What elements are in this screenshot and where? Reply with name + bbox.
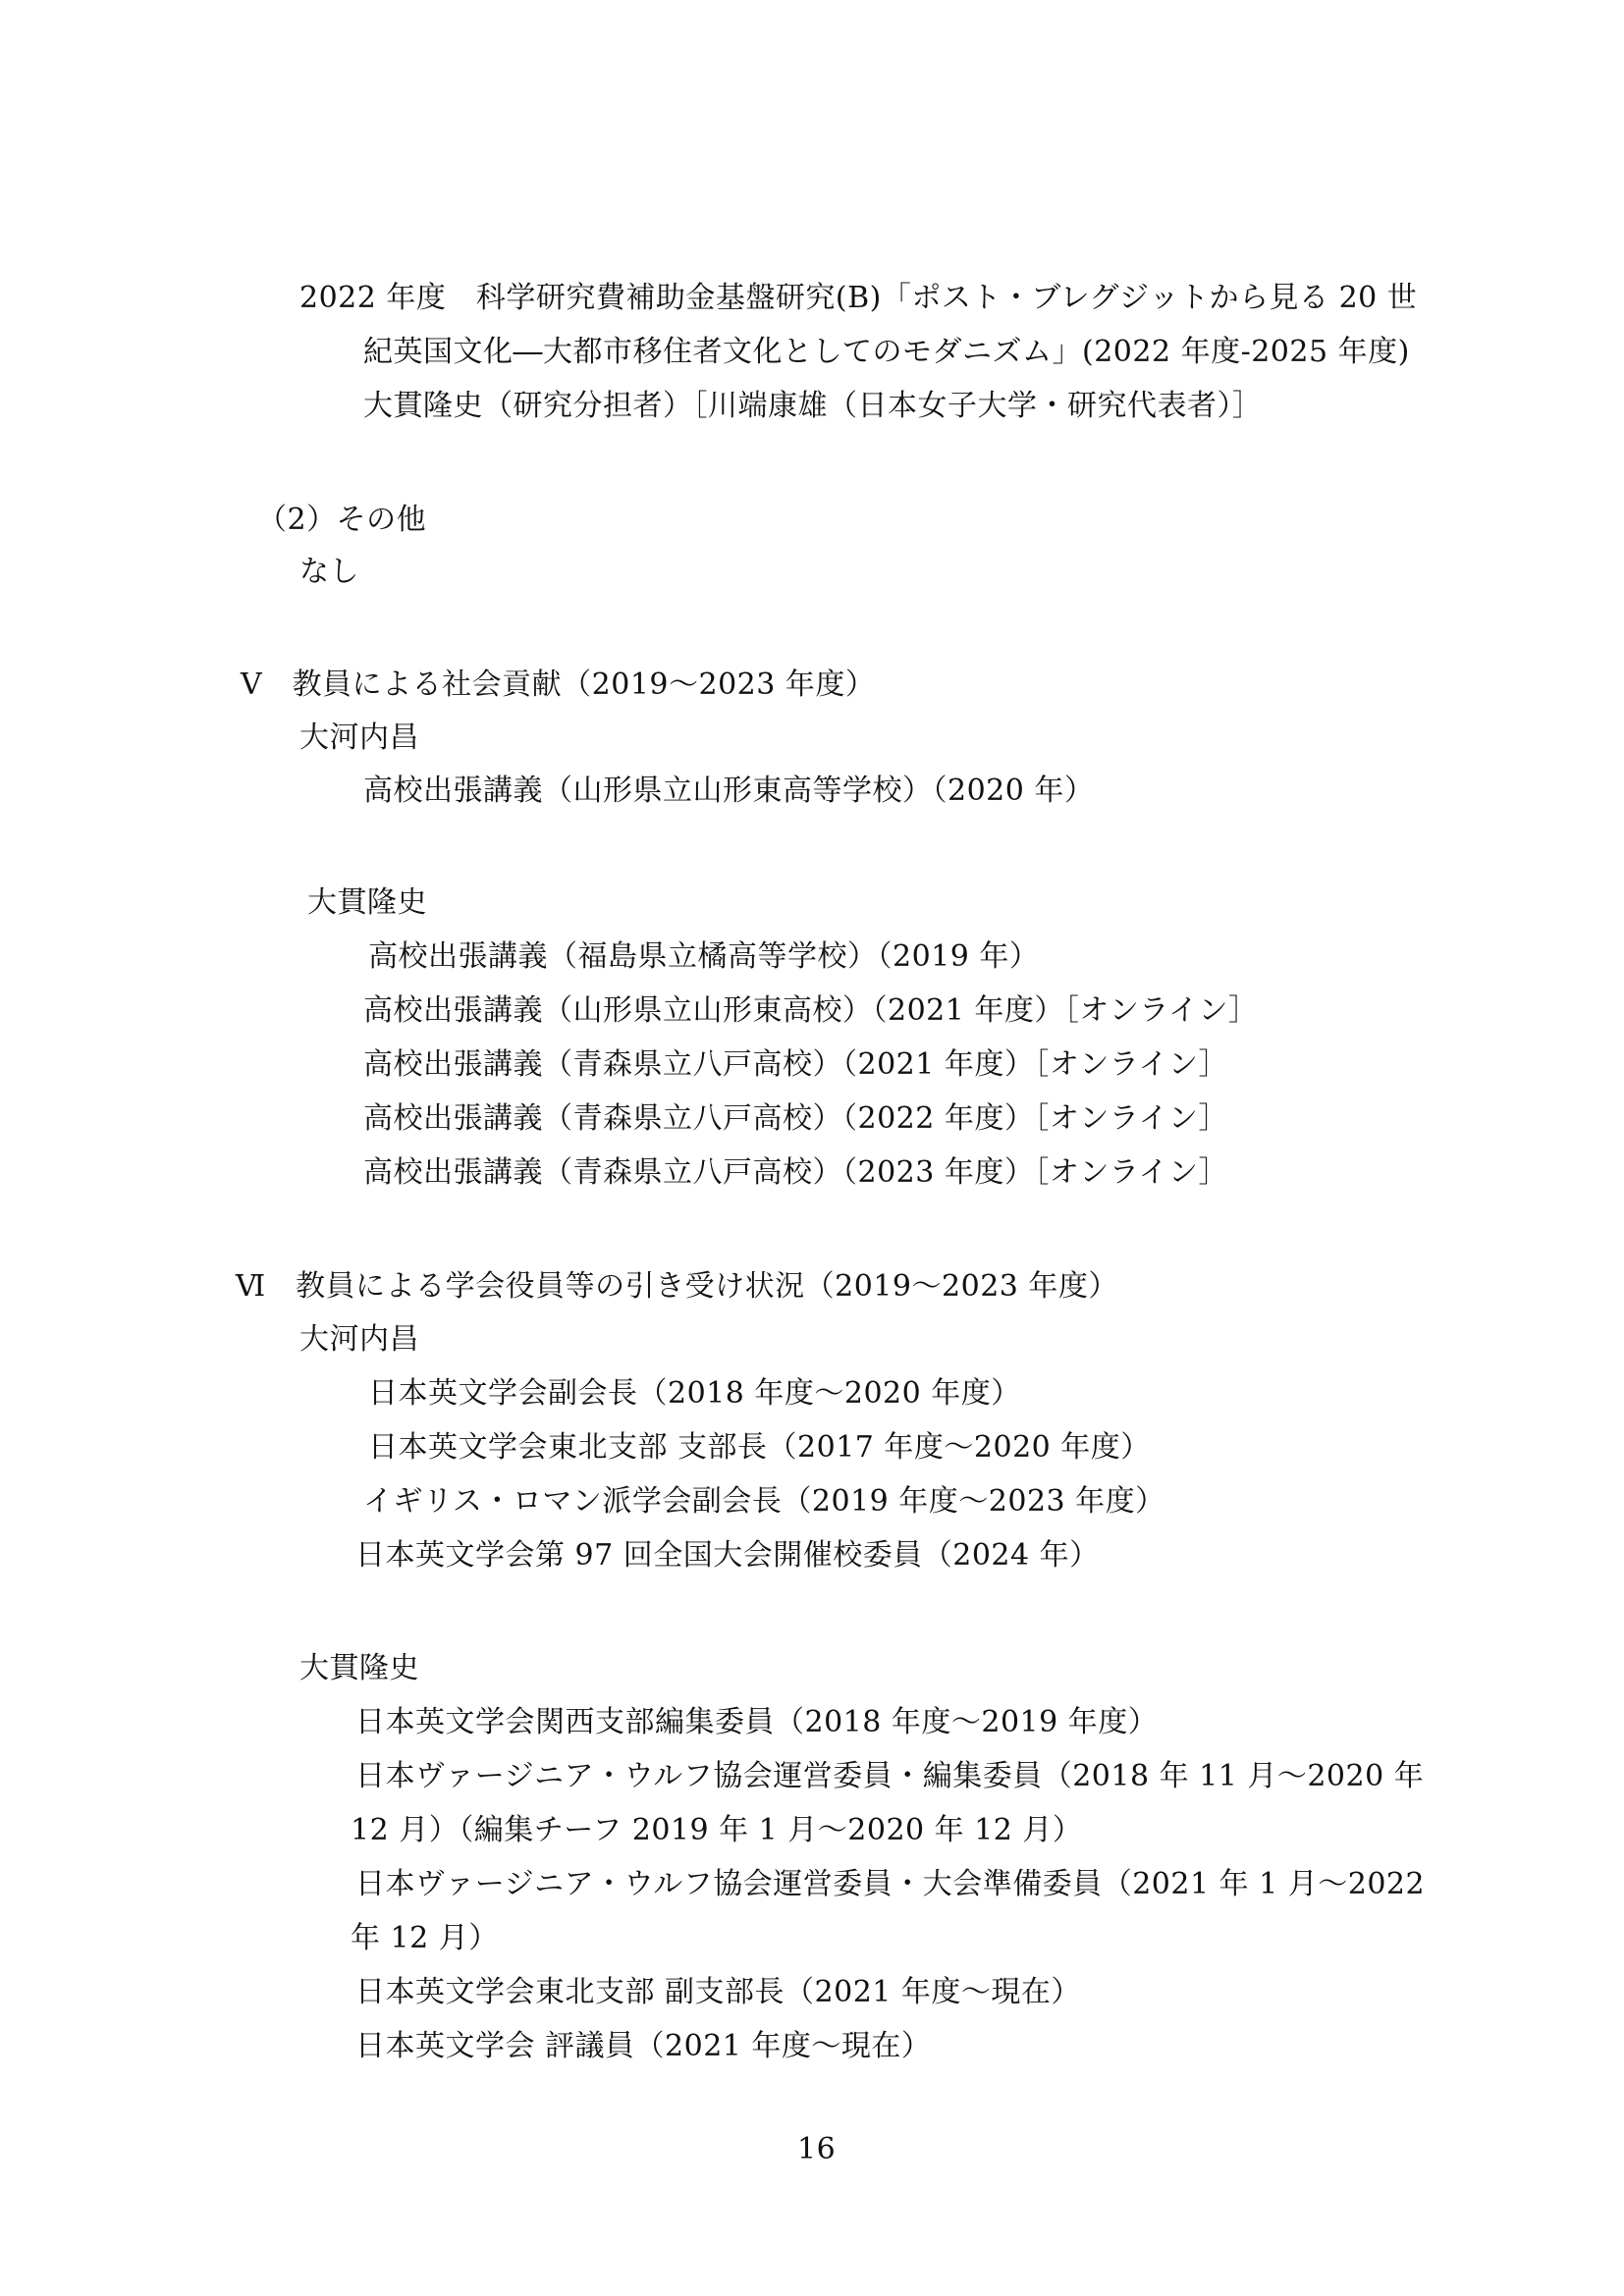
section6-p2-line: 12 月）（編集チーフ 2019 年 1 月～2020 年 12 月）: [351, 1813, 1083, 1847]
other-heading: （2）その他: [257, 503, 427, 537]
section5-p2-item: 高校出張講義（福島県立橘高等学校）（2019 年）: [368, 939, 1040, 974]
page-number: 16: [797, 2132, 837, 2166]
section6-p1-item: 日本英文学会第 97 回全国大会開催校委員（2024 年）: [355, 1538, 1100, 1573]
section5-heading: Ⅴ 教員による社会貢献（2019～2023 年度）: [241, 667, 876, 702]
section6-p2-line: 日本英文学会東北支部 副支部長（2021 年度～現在）: [355, 1975, 1081, 2009]
section5-p1-item: 高校出張講義（山形県立山形東高等学校）（2020 年）: [363, 774, 1095, 808]
section5-person-2: 大貫隆史: [307, 885, 427, 920]
section6-person-2: 大貫隆史: [299, 1651, 419, 1685]
section6-heading: Ⅵ 教員による学会役員等の引き受け状況（2019～2023 年度）: [236, 1269, 1118, 1304]
section6-p2-line: 年 12 月）: [351, 1921, 499, 1955]
grant-line-2: 紀英国文化―大都市移住者文化としてのモダニズム」(2022 年度-2025 年度): [363, 335, 1410, 369]
grant-line-3: 大貫隆史（研究分担者）［川端康雄（日本女子大学・研究代表者）］: [363, 389, 1263, 423]
section6-p2-line: 日本ヴァージニア・ウルフ協会運営委員・大会準備委員（2021 年 1 月～2022: [355, 1867, 1426, 1901]
section6-p2-line: 日本英文学会 評議員（2021 年度～現在）: [355, 2029, 932, 2063]
section6-p1-item: 日本英文学会副会長（2018 年度～2020 年度）: [368, 1376, 1021, 1411]
section6-p2-line: 日本英文学会関西支部編集委員（2018 年度～2019 年度）: [355, 1705, 1159, 1739]
section6-person-1: 大河内昌: [299, 1322, 419, 1357]
section5-p2-item: 高校出張講義（青森県立八戸高校）（2022 年度）［オンライン］: [363, 1101, 1228, 1136]
section6-p2-line: 日本ヴァージニア・ウルフ協会運営委員・編集委員（2018 年 11 月～2020 年: [355, 1759, 1425, 1793]
grant-line-1: 2022 年度 科学研究費補助金基盤研究(B)「ポスト・ブレグジットから見る 20 世: [299, 281, 1418, 315]
section5-p2-item: 高校出張講義（山形県立山形東高校）（2021 年度）［オンライン］: [363, 993, 1259, 1028]
section5-person-1: 大河内昌: [299, 721, 419, 755]
section5-p2-item: 高校出張講義（青森県立八戸高校）（2023 年度）［オンライン］: [363, 1155, 1228, 1190]
section5-p2-item: 高校出張講義（青森県立八戸高校）（2021 年度）［オンライン］: [363, 1047, 1228, 1082]
other-none: なし: [299, 555, 359, 589]
section6-p1-item: イギリス・ロマン派学会副会長（2019 年度～2023 年度）: [363, 1484, 1165, 1519]
section6-p1-item: 日本英文学会東北支部 支部長（2017 年度～2020 年度）: [368, 1430, 1151, 1465]
